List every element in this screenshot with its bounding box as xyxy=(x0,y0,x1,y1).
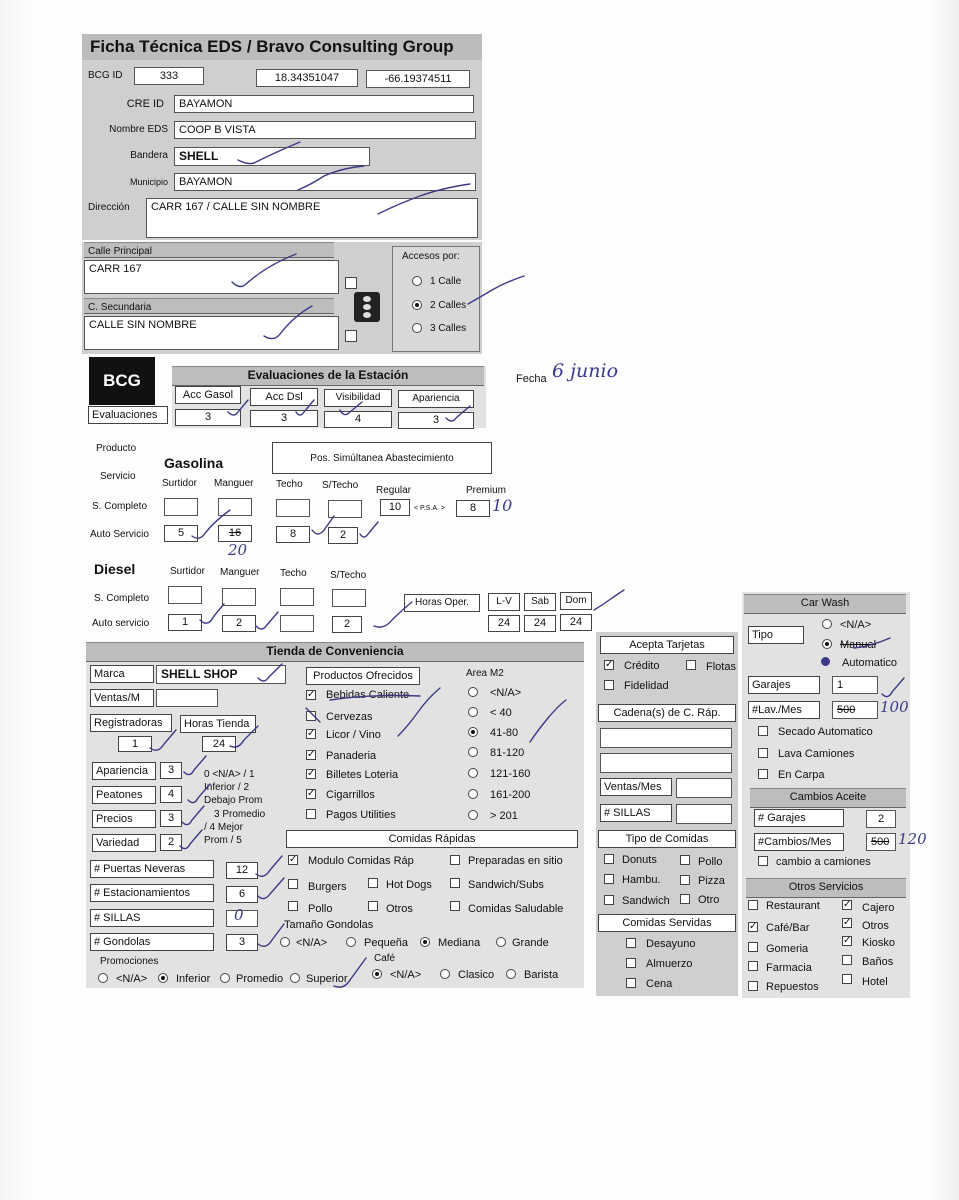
ventas-m-field[interactable] xyxy=(156,689,218,707)
marca-label: Marca xyxy=(90,665,154,683)
nombre-eds-label: Nombre EDS xyxy=(109,124,168,135)
variedad-label: Variedad xyxy=(92,834,156,852)
accesos-1-label: 1 Calle xyxy=(430,276,462,287)
calle-principal-checkbox[interactable] xyxy=(345,277,357,289)
cafe-barista-label: Barista xyxy=(524,969,559,981)
cadena-field-1[interactable] xyxy=(600,728,732,748)
dsl-s-completo-label: S. Completo xyxy=(94,593,150,604)
eval-apariencia-value[interactable]: 3 xyxy=(398,412,474,429)
servicio-label: Servicio xyxy=(100,471,136,482)
scale-line-2: Inferior / 2 xyxy=(204,782,250,793)
cre-id-label: CRE ID xyxy=(126,98,164,110)
tipo-otro-checkbox[interactable] xyxy=(680,894,690,904)
dsl-col-techo: Techo xyxy=(280,568,307,579)
area-na-label: <N/A> xyxy=(490,687,522,699)
calle-principal-field[interactable]: CARR 167 xyxy=(84,260,339,294)
cadena-label: Cadena(s) de C. Ráp. xyxy=(598,704,736,722)
servicio-restaurant-checkbox[interactable] xyxy=(748,900,758,910)
carwash-automatico-hand-mark xyxy=(821,657,830,666)
aceite-garajes-field[interactable]: 2 xyxy=(866,810,896,828)
accesos-2-label: 2 Calles xyxy=(430,300,467,311)
calle-secundaria-label: C. Secundaria xyxy=(84,298,334,314)
gondolas-label: # Gondolas xyxy=(90,933,214,951)
horas-tienda-label: Horas Tienda xyxy=(180,715,256,733)
servida-almuerzo-checkbox[interactable] xyxy=(626,958,636,968)
servicio-otros-label: Otros xyxy=(862,920,889,932)
dsl-sc-surtidor[interactable] xyxy=(168,586,202,604)
scale-line-1: 0 <N/A> / 1 xyxy=(204,769,255,780)
servicio-hotel-checkbox[interactable] xyxy=(842,974,852,984)
prod-licor-label: Licor / Vino xyxy=(326,729,381,741)
tarjeta-credito-checkbox[interactable]: ✓ xyxy=(605,659,614,670)
eval-acc-dsl-value[interactable]: 3 xyxy=(250,410,318,427)
tamano-gondolas-label: Tamaño Gondolas xyxy=(284,919,374,931)
premium-label: Premium xyxy=(466,485,507,496)
comida-sandwich-label: Sandwich/Subs xyxy=(468,879,544,891)
evaluaciones-side-label: Evaluaciones xyxy=(88,406,168,424)
cadena-ventas-label: Ventas/Mes xyxy=(600,778,672,796)
eval-acc-dsl-label: Acc Dsl xyxy=(250,388,318,406)
bcg-id-label: BCG ID xyxy=(88,70,123,81)
carwash-lav-field[interactable]: 500 xyxy=(832,701,878,719)
comida-otros-label: Otros xyxy=(386,903,413,915)
area-41-80-label: 41-80 xyxy=(490,727,519,739)
bandera-field[interactable]: SHELL xyxy=(174,147,370,166)
comida-modulo-label: Modulo Comidas Ráp xyxy=(308,855,414,867)
gondolas-value[interactable]: 3 xyxy=(226,934,258,951)
prod-cervezas-checkbox[interactable] xyxy=(306,711,316,721)
sillas-label: # SILLAS xyxy=(90,909,214,927)
gas-manguer-hand: 20 xyxy=(228,541,248,559)
municipio-label: Municipio xyxy=(129,177,168,187)
carwash-header: Car Wash xyxy=(744,594,906,614)
carwash-manual-label: Manual xyxy=(840,639,877,651)
prod-cigarrillos-checkbox[interactable]: ✓ xyxy=(307,788,316,799)
tipo-donuts-checkbox[interactable] xyxy=(604,854,614,864)
tipo-hambu-checkbox[interactable] xyxy=(604,874,614,884)
accesos-3-label: 3 Calles xyxy=(430,323,467,334)
productos-label: Productos Ofrecidos xyxy=(306,667,420,685)
servicio-cajero-checkbox[interactable]: ✓ xyxy=(843,899,852,910)
servicio-repuestos-checkbox[interactable] xyxy=(748,981,758,991)
bandera-label: Bandera xyxy=(130,150,168,161)
accesos-1-radio[interactable] xyxy=(412,276,422,286)
tamano-na-radio[interactable] xyxy=(280,937,290,947)
aceite-garajes-label: # Garajes xyxy=(754,809,844,827)
tipo-sandwich-label: Sandwich xyxy=(622,895,670,907)
regular-label: Regular xyxy=(376,485,412,496)
tipo-donuts-label: Donuts xyxy=(622,854,657,866)
carwash-lav-label: #Lav./Mes xyxy=(748,701,820,719)
nombre-eds-field[interactable]: COOP B VISTA xyxy=(174,121,476,139)
longitude-field[interactable]: -66.19374511 xyxy=(366,70,470,88)
servicio-gomeria-label: Gomeria xyxy=(766,943,809,955)
servicio-cafe-label: Café/Bar xyxy=(766,922,810,934)
comida-otros-checkbox[interactable] xyxy=(368,901,378,911)
promo-na-radio[interactable] xyxy=(98,973,108,983)
servicio-cajero-label: Cajero xyxy=(862,902,895,914)
cadena-sillas-field[interactable] xyxy=(676,804,732,824)
prod-cervezas-label: Cervezas xyxy=(326,711,373,723)
horas-lv-label: L-V xyxy=(488,593,520,611)
comida-saludable-checkbox[interactable] xyxy=(450,901,460,911)
accesos-2-radio[interactable] xyxy=(412,300,422,310)
dsl-as-surtidor[interactable]: 1 xyxy=(168,614,202,631)
latitude-field[interactable]: 18.34351047 xyxy=(256,69,358,87)
diesel-title: Diesel xyxy=(94,561,136,577)
promociones-label: Promociones xyxy=(100,956,159,967)
tipo-otro-label: Otro xyxy=(698,894,720,906)
servicio-farmacia-label: Farmacia xyxy=(766,962,812,974)
horas-tienda-value[interactable]: 24 xyxy=(202,736,236,752)
prod-panaderia-label: Panaderia xyxy=(326,750,377,762)
prod-bebidas-checkbox[interactable]: ✓ xyxy=(307,689,316,700)
servicio-banos-checkbox[interactable] xyxy=(842,955,852,965)
servida-almuerzo-label: Almuerzo xyxy=(646,958,693,970)
sillas-hand: 0 xyxy=(234,906,244,924)
servicio-repuestos-label: Repuestos xyxy=(766,981,819,993)
precios-value[interactable]: 3 xyxy=(160,810,182,827)
comida-saludable-label: Comidas Saludable xyxy=(468,903,564,915)
prod-pagos-checkbox[interactable] xyxy=(306,809,316,819)
comida-preparadas-checkbox[interactable] xyxy=(450,855,460,865)
scale-line-5: / 4 Mejor xyxy=(204,822,243,833)
comida-pollo-label: Pollo xyxy=(308,903,333,915)
calle-principal-label: Calle Principal xyxy=(84,242,334,258)
otros-servicios-header: Otros Servicios xyxy=(746,878,906,898)
promo-superior-label: Superior xyxy=(306,973,348,985)
horas-dom-label: Dom xyxy=(560,592,592,610)
cambio-camiones-label: cambio a camiones xyxy=(776,856,871,868)
horas-oper-label: Horas Oper. xyxy=(404,594,480,612)
promo-promedio-label: Promedio xyxy=(236,973,284,985)
comida-hotdogs-label: Hot Dogs xyxy=(386,879,432,891)
tamano-na-label: <N/A> xyxy=(296,937,328,949)
registradoras-label: Registradoras xyxy=(90,714,172,732)
horas-lv-value[interactable]: 24 xyxy=(488,615,520,632)
gas-auto-servicio-label: Auto Servicio xyxy=(90,529,149,540)
carwash-manual-radio[interactable] xyxy=(822,639,832,649)
servida-cena-label: Cena xyxy=(646,978,673,990)
bcg-logo: BCG xyxy=(89,357,155,405)
fecha-label: Fecha xyxy=(516,373,547,385)
calle-secundaria-checkbox[interactable] xyxy=(345,330,357,342)
precios-label: Precios xyxy=(92,810,156,828)
tamano-grande-label: Grande xyxy=(512,937,549,949)
tarjeta-fidelidad-checkbox[interactable] xyxy=(604,680,614,690)
dsl-auto-servicio-label: Auto servicio xyxy=(92,618,150,629)
secado-label: Secado Automatico xyxy=(778,726,873,738)
scale-line-3: Debajo Prom xyxy=(204,795,263,806)
area-40-radio[interactable] xyxy=(468,707,478,717)
tarjeta-flotas-label: Flotas xyxy=(706,661,736,673)
area-161-200-radio[interactable] xyxy=(468,789,478,799)
area-121-160-radio[interactable] xyxy=(468,768,478,778)
horas-dom-value[interactable]: 24 xyxy=(560,614,592,631)
promo-promedio-radio[interactable] xyxy=(220,973,230,983)
comida-burgers-label: Burgers xyxy=(308,881,347,893)
dsl-as-stecho[interactable]: 2 xyxy=(332,616,362,633)
promo-na-label: <N/A> xyxy=(116,973,148,985)
comidas-rapidas-label: Comidas Rápidas xyxy=(286,830,578,848)
comida-burgers-checkbox[interactable] xyxy=(288,879,298,889)
area-121-160-label: 121-160 xyxy=(490,768,531,780)
dsl-col-stecho: S/Techo xyxy=(330,570,367,581)
peatones-label: Peatones xyxy=(92,786,156,804)
cafe-label: Café xyxy=(374,953,396,964)
cafe-clasico-label: Clasico xyxy=(458,969,495,981)
dsl-sc-techo[interactable] xyxy=(280,588,314,606)
gas-col-techo: Techo xyxy=(276,479,303,490)
servicio-gomeria-checkbox[interactable] xyxy=(748,942,758,952)
carwash-tipo-label: Tipo xyxy=(748,626,804,644)
tipo-sandwich-checkbox[interactable] xyxy=(604,895,614,905)
comidas-servidas-header: Comidas Servidas xyxy=(598,914,736,932)
servicio-otros-checkbox[interactable]: ✓ xyxy=(843,917,852,928)
tamano-grande-radio[interactable] xyxy=(496,937,506,947)
tamano-mediana-radio[interactable] xyxy=(420,937,430,947)
en-carpa-label: En Carpa xyxy=(778,769,825,781)
horas-sab-value[interactable]: 24 xyxy=(524,615,556,632)
gas-col-manguer: Manguer xyxy=(214,478,254,489)
cafe-na-radio[interactable] xyxy=(372,969,382,979)
carwash-garajes-field[interactable]: 1 xyxy=(832,676,878,694)
servicio-kiosko-checkbox[interactable]: ✓ xyxy=(843,935,852,946)
gasolina-title: Gasolina xyxy=(164,455,224,471)
carwash-garajes-label: Garajes xyxy=(748,676,820,694)
scale-line-4: 3 Promedio xyxy=(214,809,266,820)
eval-acc-gasol-value[interactable]: 3 xyxy=(175,409,241,426)
servicio-kiosko-label: Kiosko xyxy=(862,937,896,949)
dsl-sc-manguer[interactable] xyxy=(222,588,256,606)
tarjeta-fidelidad-label: Fidelidad xyxy=(624,680,669,692)
cafe-na-label: <N/A> xyxy=(390,969,422,981)
pos-simultanea-label: Pos. Simúltanea Abastecimiento xyxy=(272,442,492,474)
premium-hand: 10 xyxy=(492,496,513,515)
tarjeta-credito-label: Crédito xyxy=(624,660,660,672)
lava-camiones-checkbox[interactable] xyxy=(758,748,768,758)
cafe-barista-radio[interactable] xyxy=(506,969,516,979)
carwash-lav-hand: 100 xyxy=(880,698,909,716)
direccion-label: Dirección xyxy=(88,202,130,213)
tamano-mediana-label: Mediana xyxy=(438,937,481,949)
premium-value[interactable]: 8 xyxy=(456,500,490,517)
tipo-hambu-label: Hambu. xyxy=(622,874,661,886)
apariencia-value[interactable]: 3 xyxy=(160,762,182,779)
tarjeta-flotas-checkbox[interactable] xyxy=(686,660,696,670)
area-201-radio[interactable] xyxy=(468,810,478,820)
comida-modulo-checkbox[interactable]: ✓ xyxy=(289,854,298,865)
prod-cigarrillos-label: Cigarrillos xyxy=(326,789,375,801)
tamano-pequena-label: Pequeña xyxy=(364,937,409,949)
gas-as-stecho[interactable]: 2 xyxy=(328,527,358,544)
traffic-light-icon xyxy=(354,292,380,322)
area-41-80-radio[interactable] xyxy=(468,727,478,737)
gas-col-stecho: S/Techo xyxy=(322,480,359,491)
tipo-pizza-checkbox[interactable] xyxy=(680,875,690,885)
prod-licor-checkbox[interactable]: ✓ xyxy=(307,728,316,739)
aceite-header: Cambios Aceite xyxy=(750,788,906,808)
tipo-pizza-label: Pizza xyxy=(698,875,725,887)
cambio-camiones-checkbox[interactable] xyxy=(758,856,768,866)
gas-sc-techo[interactable] xyxy=(276,499,310,517)
tarjetas-header: Acepta Tarjetas xyxy=(600,636,734,654)
secado-checkbox[interactable] xyxy=(758,726,768,736)
peatones-value[interactable]: 4 xyxy=(160,786,182,803)
variedad-value[interactable]: 2 xyxy=(160,834,182,851)
servida-desayuno-checkbox[interactable] xyxy=(626,938,636,948)
gas-as-surtidor[interactable]: 5 xyxy=(164,525,198,542)
prod-panaderia-checkbox[interactable]: ✓ xyxy=(307,749,316,760)
servicio-restaurant-label: Restaurant xyxy=(766,900,820,912)
cambios-mes-field[interactable]: 500 xyxy=(866,833,896,851)
area-201-label: > 201 xyxy=(490,810,518,822)
servicio-hotel-label: Hotel xyxy=(862,976,888,988)
dsl-as-techo[interactable] xyxy=(280,615,314,632)
tipo-pollo-checkbox[interactable] xyxy=(680,855,690,865)
estacionamientos-value[interactable]: 6 xyxy=(226,886,258,903)
comida-sandwich-checkbox[interactable] xyxy=(450,878,460,888)
producto-label: Producto xyxy=(96,443,137,454)
lava-camiones-label: Lava Camiones xyxy=(778,748,855,760)
municipio-field[interactable]: BAYAMON xyxy=(174,173,476,191)
direccion-field[interactable]: CARR 167 / CALLE SIN NOMBRE xyxy=(146,198,478,238)
scale-line-6: Prom / 5 xyxy=(204,835,242,846)
carwash-na-label: <N/A> xyxy=(840,619,872,631)
tienda-header: Tienda de Conveniencia xyxy=(86,642,584,662)
accesos-3-radio[interactable] xyxy=(412,323,422,333)
estacionamientos-label: # Estacionamientos xyxy=(90,884,214,902)
tamano-pequena-radio[interactable] xyxy=(346,937,356,947)
servicio-farmacia-checkbox[interactable] xyxy=(748,961,758,971)
eval-apariencia-label: Apariencia xyxy=(398,390,474,408)
gas-as-manguer[interactable]: 16 xyxy=(218,525,252,542)
comida-preparadas-label: Preparadas en sitio xyxy=(468,855,563,867)
prod-pagos-label: Pagos Utilities xyxy=(326,809,396,821)
en-carpa-checkbox[interactable] xyxy=(758,769,768,779)
marca-field[interactable]: SHELL SHOP xyxy=(156,665,286,684)
tipo-comidas-header: Tipo de Comidas xyxy=(598,830,736,848)
gas-sc-stecho[interactable] xyxy=(328,500,362,518)
cadena-sillas-label: # SILLAS xyxy=(600,804,672,822)
promo-inferior-label: Inferior xyxy=(176,973,211,985)
gas-s-completo-label: S. Completo xyxy=(92,501,148,512)
cadena-ventas-field[interactable] xyxy=(676,778,732,798)
puertas-neveras-label: # Puertas Neveras xyxy=(90,860,214,878)
area-label: Area M2 xyxy=(466,668,504,679)
servicio-banos-label: Baños xyxy=(862,956,894,968)
gas-as-techo[interactable]: 8 xyxy=(276,526,310,543)
horas-sab-label: Sab xyxy=(524,593,556,611)
gas-sc-surtidor[interactable] xyxy=(164,498,198,516)
fecha-handwritten: 6 junio xyxy=(552,360,619,382)
calle-secundaria-field[interactable]: CALLE SIN NOMBRE xyxy=(84,316,339,350)
cambios-mes-label: #Cambios/Mes xyxy=(754,833,844,851)
promo-inferior-radio[interactable] xyxy=(158,973,168,983)
carwash-automatico-label: Automatico xyxy=(842,657,898,669)
area-161-200-label: 161-200 xyxy=(490,789,531,801)
carwash-na-radio[interactable] xyxy=(822,619,832,629)
area-na-radio[interactable] xyxy=(468,687,478,697)
puertas-neveras-value[interactable]: 12 xyxy=(226,862,258,879)
dsl-as-manguer[interactable]: 2 xyxy=(222,615,256,632)
gas-col-surtidor: Surtidor xyxy=(162,478,198,489)
ventas-m-label: Ventas/M xyxy=(90,689,154,707)
comida-pollo-checkbox[interactable] xyxy=(288,901,298,911)
accesos-label: Accesos por: xyxy=(402,251,460,262)
tipo-pollo-label: Pollo xyxy=(698,856,723,868)
evaluaciones-header: Evaluaciones de la Estación xyxy=(172,366,484,386)
dsl-sc-stecho[interactable] xyxy=(332,589,366,607)
comida-hotdogs-checkbox[interactable] xyxy=(368,878,378,888)
eval-visibilidad-label: Visibilidad xyxy=(324,389,392,407)
cafe-clasico-radio[interactable] xyxy=(440,969,450,979)
servida-cena-checkbox[interactable] xyxy=(626,978,636,988)
area-40-label: < 40 xyxy=(490,707,512,719)
bcg-id-field[interactable]: 333 xyxy=(134,67,204,85)
psa-label: < P.S.A. > xyxy=(414,505,446,512)
gas-sc-manguer[interactable] xyxy=(218,498,252,516)
servicio-cafe-checkbox[interactable]: ✓ xyxy=(749,921,758,932)
regular-value[interactable]: 10 xyxy=(380,499,410,516)
prod-billetes-label: Billetes Loteria xyxy=(326,769,399,781)
cre-id-field[interactable]: BAYAMON xyxy=(174,95,474,113)
form-title: Ficha Técnica EDS / Bravo Consulting Group xyxy=(82,34,482,60)
prod-billetes-checkbox[interactable]: ✓ xyxy=(307,768,316,779)
eval-visibilidad-value[interactable]: 4 xyxy=(324,411,392,428)
area-81-120-radio[interactable] xyxy=(468,747,478,757)
area-81-120-label: 81-120 xyxy=(490,747,525,759)
prod-bebidas-label: Bebidas Caliente xyxy=(326,689,410,701)
servida-desayuno-label: Desayuno xyxy=(646,938,696,950)
registradoras-value[interactable]: 1 xyxy=(118,736,152,752)
dsl-col-surtidor: Surtidor xyxy=(170,566,206,577)
apariencia-label: Apariencia xyxy=(92,762,156,780)
promo-superior-radio[interactable] xyxy=(290,973,300,983)
cambios-mes-hand: 120 xyxy=(898,830,927,848)
eval-acc-gasol-label: Acc Gasol xyxy=(175,386,241,404)
dsl-col-manguer: Manguer xyxy=(220,567,260,578)
cadena-field-2[interactable] xyxy=(600,753,732,773)
